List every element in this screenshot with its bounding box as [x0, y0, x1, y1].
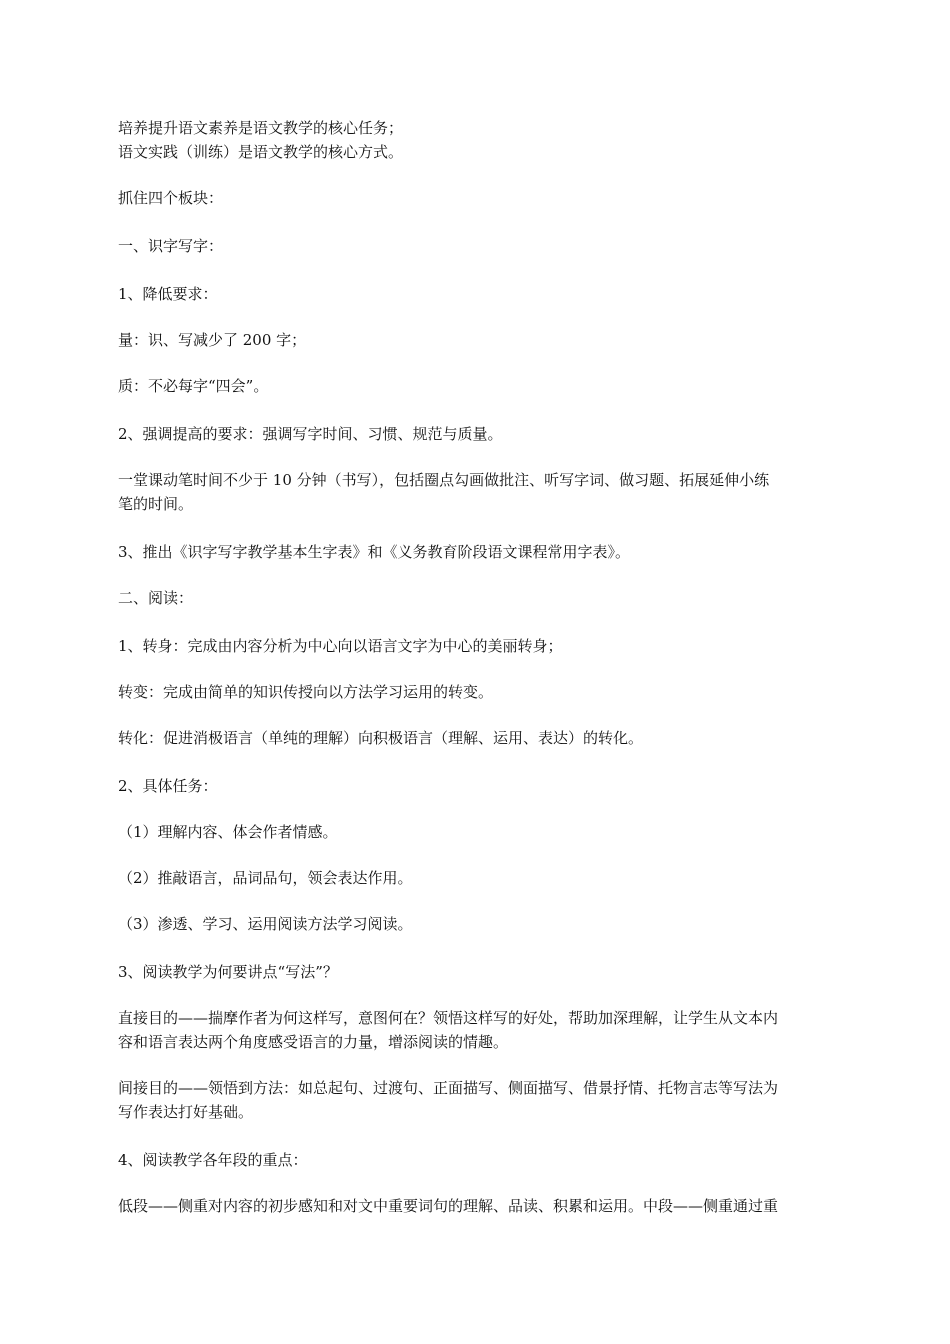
paragraph-direct-purpose-line2: 容和语言表达两个角度感受语言的力量，增添阅读的情趣。 [118, 1033, 509, 1051]
paragraph-quality: 质：不必每字“四会”。 [118, 377, 269, 395]
paragraph-change: 转变：完成由简单的知识传授向以方法学习运用的转变。 [118, 683, 494, 701]
paragraph-core-method: 语文实践（训练）是语文教学的核心方式。 [118, 143, 404, 161]
list-item-task-1: （1）理解内容、体会作者情感。 [118, 823, 338, 841]
paragraph-turning: 1、转身：完成由内容分析为中心向以语言文字为中心的美丽转身； [118, 637, 563, 655]
paragraph-low-grade-focus: 低段——侧重对内容的初步感知和对文中重要词句的理解、品读、积累和运用。中段——侧重通过重 [118, 1197, 779, 1215]
paragraph-lower-requirements: 1、降低要求： [118, 285, 218, 303]
list-item-task-2: （2）推敲语言，品词品句，领会表达作用。 [118, 869, 413, 887]
paragraph-character-tables: 3、推出《识字写字教学基本生字表》和《义务教育阶段语文课程常用字表》。 [118, 543, 631, 561]
list-item-task-3: （3）渗透、学习、运用阅读方法学习阅读。 [118, 915, 413, 933]
paragraph-quantity: 量：识、写减少了 200 字； [118, 331, 307, 349]
paragraph-writing-time-line1: 一堂课动笔时间不少于 10 分钟（书写），包括圈点勾画做批注、听写字词、做习题、拓展延伸小练 [118, 471, 770, 489]
heading-reading: 二、阅读： [118, 589, 194, 607]
paragraph-direct-purpose-line1: 直接目的——揣摩作者为何这样写，意图何在？领悟这样写的好处，帮助加深理解，让学生从文本内 [118, 1009, 779, 1027]
paragraph-core-task: 培养提升语文素养是语文教学的核心任务； [118, 119, 404, 137]
paragraph-transformation: 转化：促进消极语言（单纯的理解）向积极语言（理解、运用、表达）的转化。 [118, 729, 644, 747]
paragraph-grade-focus: 4、阅读教学各年段的重点： [118, 1151, 308, 1169]
paragraph-why-writing-methods: 3、阅读教学为何要讲点“写法”？ [118, 963, 338, 981]
paragraph-specific-tasks: 2、具体任务： [118, 777, 218, 795]
paragraph-higher-requirements: 2、强调提高的要求：强调写字时间、习惯、规范与质量。 [118, 425, 503, 443]
paragraph-four-blocks: 抓住四个板块： [118, 189, 224, 207]
heading-literacy-writing: 一、识字写字： [118, 237, 224, 255]
paragraph-writing-time-line2: 笔的时间。 [118, 495, 194, 513]
paragraph-indirect-purpose-line1: 间接目的——领悟到方法：如总起句、过渡句、正面描写、侧面描写、借景抒情、托物言志等写法为 [118, 1079, 779, 1097]
paragraph-indirect-purpose-line2: 写作表达打好基础。 [118, 1103, 254, 1121]
